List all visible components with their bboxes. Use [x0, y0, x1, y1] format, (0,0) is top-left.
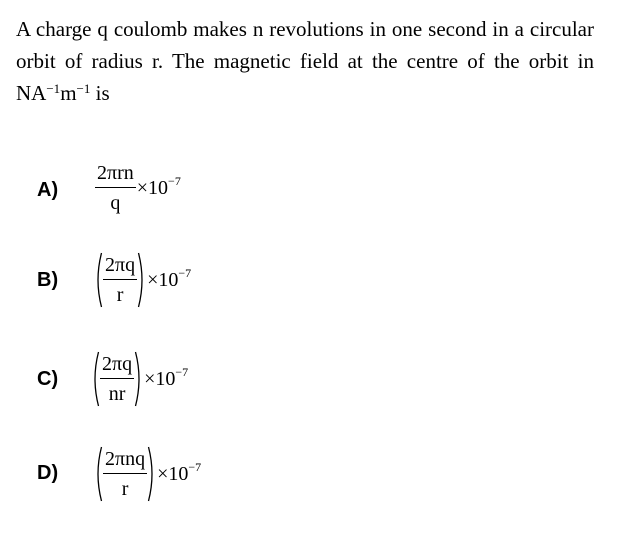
fraction: [95, 162, 136, 214]
question-end: is: [90, 81, 110, 105]
numerator: 2πq: [100, 353, 134, 379]
left-paren: [90, 351, 100, 407]
unit-exponent-2: −1: [76, 81, 91, 96]
exponent: −7: [188, 459, 202, 474]
option-letter: C): [37, 368, 59, 390]
option-expression: [90, 351, 188, 407]
multiplier: $\times 10^{-7}$: [157, 459, 202, 485]
option-letter: D): [37, 462, 59, 484]
unit-exponent-1: −1: [46, 81, 61, 96]
multiplier: $\times 10^{-7}$: [144, 364, 189, 390]
numerator: 2πq: [103, 254, 137, 280]
numerator: 2πrn: [95, 162, 136, 188]
exponent: −7: [175, 364, 189, 379]
left-paren: [93, 252, 103, 308]
numerator: 2πnq: [103, 448, 147, 474]
unit-m: m: [60, 81, 77, 105]
exponent: −7: [178, 265, 192, 280]
right-paren: [147, 446, 157, 502]
option-expression: [93, 252, 191, 308]
option-b[interactable]: [0, 252, 620, 342]
option-letter: B): [37, 269, 59, 291]
question-main: A charge q coulomb makes n revolutions in one second in a circular orbit of radius r. The magnetic field at the centre of the orbit in NA: [16, 17, 594, 105]
denominator: nr: [108, 383, 126, 405]
exponent: −7: [168, 173, 181, 188]
question-text: [16, 13, 594, 109]
denominator: q: [110, 192, 121, 214]
option-a[interactable]: [0, 160, 620, 250]
right-paren: [137, 252, 147, 308]
fraction: [103, 448, 147, 500]
fraction: [100, 353, 134, 405]
denominator: r: [116, 284, 124, 306]
option-c[interactable]: [0, 349, 620, 439]
option-d[interactable]: [0, 446, 620, 536]
left-paren: [93, 446, 103, 502]
option-expression: [93, 446, 201, 502]
option-letter: A): [37, 179, 59, 201]
multiplier: $\times 10^{-7}$: [147, 265, 192, 291]
fraction: [103, 254, 137, 306]
option-expression: [95, 162, 181, 214]
multiplier: $\times 10^{-7}$: [136, 173, 181, 199]
right-paren: [134, 351, 144, 407]
denominator: r: [121, 478, 129, 500]
